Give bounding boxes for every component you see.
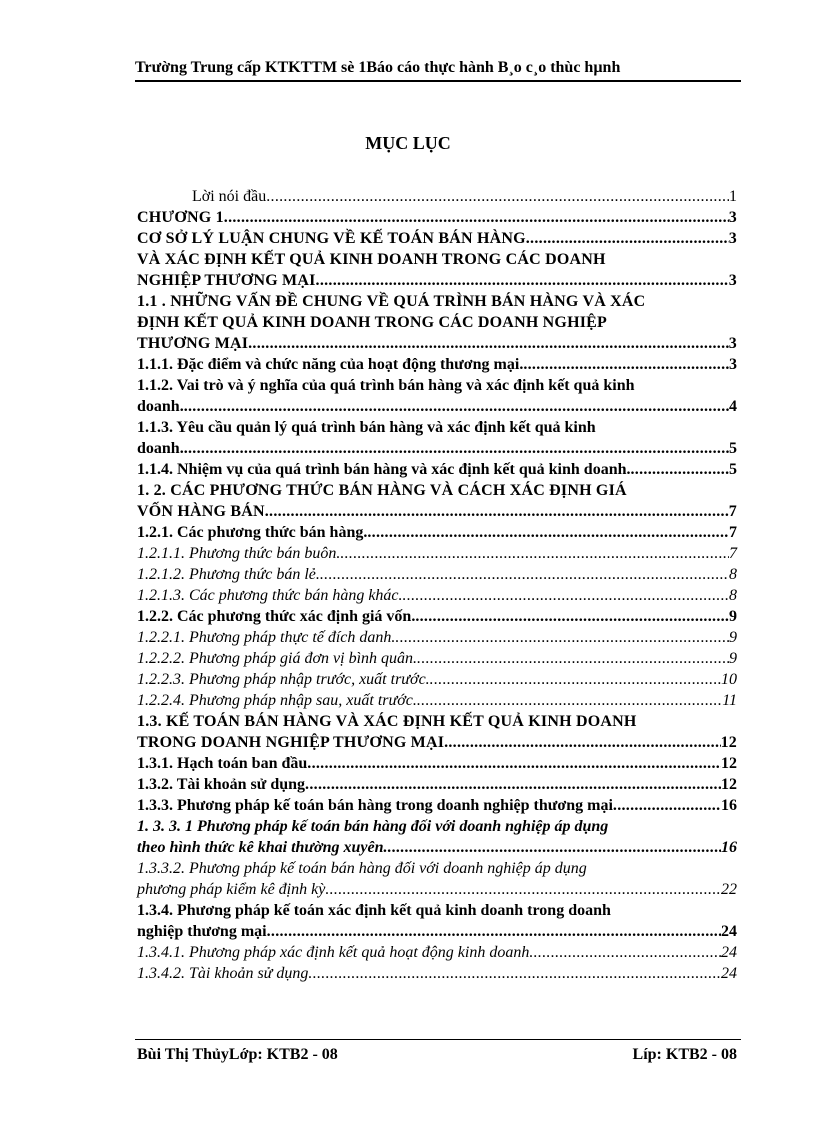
toc-page-number: 1	[729, 188, 737, 205]
toc-entry-title: theo hình thức kê khai thường xuyên	[137, 839, 384, 856]
toc-page-number: 3	[728, 209, 737, 226]
toc-page-number: 12	[721, 776, 737, 793]
toc-entry[interactable]	[137, 795, 737, 816]
toc-leader-dots	[184, 396, 729, 417]
toc-entry[interactable]	[137, 291, 737, 354]
toc-entry[interactable]	[137, 375, 737, 417]
toc-entry[interactable]	[137, 711, 737, 753]
toc-entry[interactable]	[137, 669, 737, 690]
toc-entry-line: 1.1.3. Yêu cầu quản lý quá trình bán hàng và xác định kết quả kinh	[137, 419, 596, 436]
toc-leader-dots	[305, 774, 721, 795]
page-header: Trường Trung cấp KTKTTM sè 1Báo cáo thực hành B¸o c¸o thùc hµnh	[135, 58, 741, 82]
page-title: MỤC LỤC	[365, 133, 451, 153]
toc-entry[interactable]	[137, 627, 737, 648]
toc-entry[interactable]	[137, 480, 737, 522]
toc-entry[interactable]	[137, 207, 737, 228]
toc-entry-title: THƯƠNG MẠI.	[137, 335, 253, 352]
toc-entry-title: 1.2.2. Các phương thức xác định giá vốn.	[137, 608, 416, 625]
toc-leader-dots	[523, 354, 729, 375]
toc-entry-title: 1.3.4.1. Phương pháp xác định kết quả hoạt động kinh doanh	[137, 944, 530, 961]
toc-page-number: 7	[729, 524, 737, 541]
toc-entry-title: 1.3.1. Hạch toán ban đầu	[137, 755, 308, 772]
toc-entry-title: 1.2.2.2. Phương pháp giá đơn vị bình quân.	[137, 650, 418, 667]
toc-entry-title: Lời nói đầu	[192, 188, 267, 205]
toc-page-number: 3	[728, 272, 737, 289]
toc-entry-title: 1.3.4.2. Tài khoản sử dụng	[137, 965, 309, 982]
toc-leader-dots	[448, 732, 720, 753]
toc-page-number: 9	[729, 650, 737, 667]
toc-page-number: 22	[721, 881, 737, 898]
toc-leader-dots	[325, 879, 721, 900]
toc-leader-dots	[383, 837, 721, 858]
toc-entry-title: 1.2.2.4. Phương pháp nhập sau, xuất trước.	[137, 692, 417, 709]
toc-leader-dots	[417, 648, 729, 669]
toc-page-number: 10	[721, 671, 737, 688]
toc-page-number: 9	[729, 608, 737, 625]
toc-entry-line: 1. 3. 3. 1 Phương pháp kế toán bán hàng đối với doanh nghiệp áp dụng	[137, 818, 609, 835]
toc-page-number: 16	[721, 797, 737, 814]
toc-entry-title: 1.2.2.3. Phương pháp nhập trước, xuất trước.	[137, 671, 430, 688]
toc-leader-dots	[403, 585, 729, 606]
toc-entry-line: 1. 2. CÁC PHƯƠNG THỨC BÁN HÀNG VÀ CÁCH XÁC ĐỊNH GIÁ	[137, 482, 627, 499]
toc-entry-line: 1.3.3.2. Phương pháp kế toán bán hàng đối với doanh nghiệp áp dụng	[137, 860, 587, 877]
toc-entry-title: VỐN HÀNG BÁN	[137, 503, 265, 520]
toc-entry[interactable]	[137, 606, 737, 627]
toc-entry[interactable]	[137, 417, 737, 459]
toc-leader-dots	[417, 690, 722, 711]
table-of-contents	[137, 186, 737, 984]
toc-page-number: 5	[729, 461, 737, 478]
toc-entry-title: 1.2.1. Các phương thức bán hàng.	[137, 524, 368, 541]
toc-entry-title: 1.3.3. Phương pháp kế toán bán hàng trong doanh nghiệp thương mại	[137, 797, 613, 814]
toc-entry-title: doanh.	[137, 398, 184, 415]
toc-entry[interactable]	[137, 690, 737, 711]
toc-entry[interactable]	[137, 753, 737, 774]
toc-entry-title: CƠ SỞ LÝ LUẬN CHUNG VỀ KẾ TOÁN BÁN HÀNG	[137, 230, 526, 247]
toc-entry-line: 1.1.2. Vai trò và ý nghĩa của quá trình bán hàng và xác định kết quả kinh	[137, 377, 635, 394]
toc-leader-dots	[613, 795, 721, 816]
toc-entry[interactable]	[137, 900, 737, 942]
toc-leader-dots	[308, 963, 721, 984]
toc-page-number: 12	[720, 734, 737, 751]
toc-leader-dots	[320, 564, 729, 585]
toc-entry-title: 1.1.1. Đặc điểm và chức năng của hoạt động thương mại.	[137, 356, 524, 373]
toc-entry[interactable]	[137, 648, 737, 669]
toc-entry[interactable]	[137, 942, 737, 963]
toc-entry-title: 1.2.1.1. Phương thức bán buôn.	[137, 545, 341, 562]
toc-entry-title: NGHIỆP THƯƠNG MẠI	[137, 272, 316, 289]
toc-entry-title: 1.2.1.2. Phương thức bán lẻ.	[137, 566, 320, 583]
toc-entry-line: 1.1 . NHỮNG VẤN ĐỀ CHUNG VỀ QUÁ TRÌNH BÁN HÀNG VÀ XÁC	[137, 293, 646, 310]
toc-page-number: 16	[721, 839, 737, 856]
toc-page-number: 8	[729, 587, 737, 604]
toc-entry-line: ĐỊNH KẾT QUẢ KINH DOANH TRONG CÁC DOANH NGHIỆP	[137, 314, 607, 331]
toc-page-number: 3	[728, 335, 737, 352]
toc-entry-line: 1.3. KẾ TOÁN BÁN HÀNG VÀ XÁC ĐỊNH KẾT QUẢ KINH DOANH	[137, 713, 637, 730]
toc-leader-dots	[267, 921, 721, 942]
toc-entry[interactable]	[137, 585, 737, 606]
toc-entry[interactable]	[137, 354, 737, 375]
toc-entry-line: 1.3.4. Phương pháp kế toán xác định kết quả kinh doanh trong doanh	[137, 902, 611, 919]
toc-entry-title: doanh.	[137, 440, 184, 457]
toc-leader-dots	[316, 270, 729, 291]
toc-page-number: 12	[721, 755, 737, 772]
footer-left: Bùi Thị ThủyLớp: KTB2 - 08	[137, 1046, 338, 1063]
toc-leader-dots	[184, 438, 729, 459]
toc-entry-title: 1.2.1.3. Các phương thức bán hàng khác.	[137, 587, 403, 604]
toc-entry-title: CHƯƠNG 1	[137, 209, 224, 226]
toc-leader-dots	[224, 207, 729, 228]
toc-page-number: 7	[729, 545, 737, 562]
toc-leader-dots	[395, 627, 729, 648]
toc-page-number: 24	[721, 965, 737, 982]
toc-leader-dots	[529, 942, 721, 963]
toc-entry[interactable]	[137, 816, 737, 858]
toc-entry[interactable]	[137, 774, 737, 795]
toc-leader-dots	[367, 522, 729, 543]
toc-leader-dots	[265, 501, 729, 522]
toc-leader-dots	[307, 753, 721, 774]
toc-page-number: 9	[729, 629, 737, 646]
toc-page-number: 8	[729, 566, 737, 583]
toc-page-number: 3	[729, 356, 737, 373]
toc-page-number: 4	[729, 398, 737, 415]
toc-page-number: 7	[728, 503, 737, 520]
toc-entry-title: TRONG DOANH NGHIỆP THƯƠNG MẠI.	[137, 734, 449, 751]
toc-entry[interactable]	[137, 963, 737, 984]
toc-entry[interactable]	[137, 543, 737, 564]
toc-entry-title: 1.3.2. Tài khoản sử dụng	[137, 776, 306, 793]
toc-entry-title: 1.1.4. Nhiệm vụ của quá trình bán hàng và xác định kết quả kinh doanh.	[137, 461, 631, 478]
toc-entry-title: 1.2.2.1. Phương pháp thực tế đích danh.	[137, 629, 396, 646]
toc-entry-title: phương pháp kiểm kê định kỳ	[137, 881, 326, 898]
toc-entry-line: VÀ XÁC ĐỊNH KẾT QUẢ KINH DOANH TRONG CÁC DOANH	[137, 251, 606, 268]
toc-leader-dots	[340, 543, 729, 564]
toc-entry[interactable]	[137, 228, 737, 249]
footer-right: Líp: KTB2 - 08	[632, 1046, 737, 1063]
toc-page-number: 11	[722, 692, 737, 709]
toc-leader-dots	[252, 333, 728, 354]
toc-leader-dots	[631, 459, 730, 480]
toc-page-number: 3	[728, 230, 737, 247]
toc-page-number: 24	[721, 944, 737, 961]
toc-entry-title: nghiệp thương mại	[137, 923, 267, 940]
toc-entry[interactable]	[137, 522, 737, 543]
footer-rule	[135, 1039, 741, 1040]
page-footer	[137, 1046, 737, 1064]
toc-leader-dots	[526, 228, 729, 249]
toc-leader-dots	[430, 669, 721, 690]
toc-entry[interactable]	[137, 186, 737, 207]
toc-leader-dots	[415, 606, 729, 627]
toc-entry[interactable]	[137, 249, 737, 291]
toc-entry[interactable]	[137, 858, 737, 900]
toc-page-number: 5	[729, 440, 737, 457]
toc-entry[interactable]	[137, 459, 737, 480]
toc-entry[interactable]	[137, 564, 737, 585]
toc-page-number: 24	[721, 923, 737, 940]
toc-leader-dots	[266, 186, 729, 207]
